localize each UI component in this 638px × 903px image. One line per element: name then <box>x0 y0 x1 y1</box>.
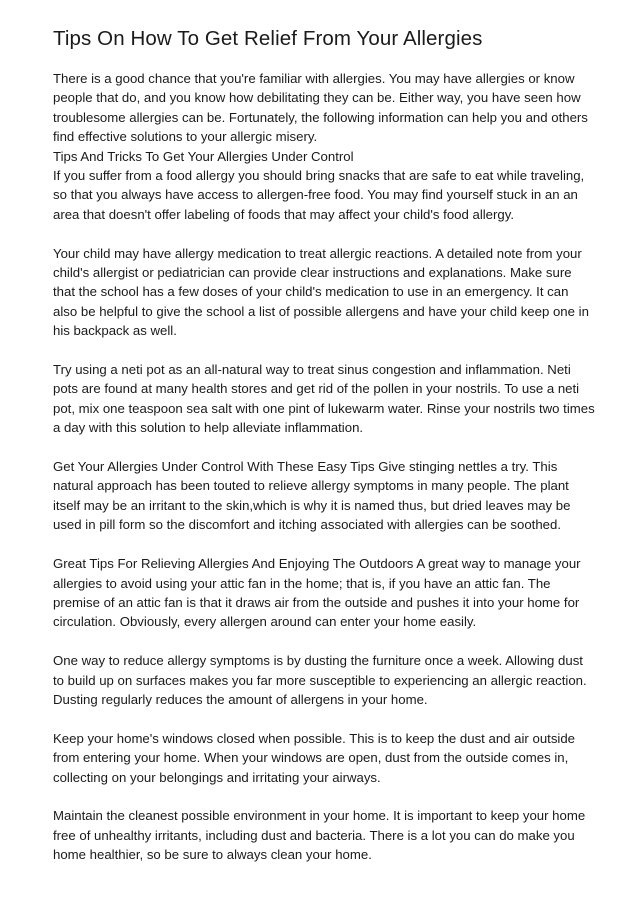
text-line: allergies to avoid using your attic fan in the home; that is, if you have an attic fan. The <box>53 575 551 591</box>
paragraph-clean-environment <box>53 806 588 864</box>
paragraph-spacer <box>53 787 588 806</box>
text-line: a day with this solution to help alleviate inflammation. <box>53 420 364 436</box>
paragraph-stinging-nettles <box>53 457 588 535</box>
paragraph-food-allergy <box>53 147 588 225</box>
text-line: natural approach has been touted to relieve allergy symptoms in many people. The plant <box>53 478 569 494</box>
paragraph-attic-fan <box>53 554 588 632</box>
text-line: people that do, and you know how debilitating they can be. Either way, you have seen how <box>53 90 581 106</box>
text-line: collecting on your belongings and irritating your airways. <box>53 769 381 785</box>
text-line: so that you always have access to allergen-free food. You may find yourself stuck in an an <box>53 187 578 203</box>
paragraph-neti-pot <box>53 360 595 438</box>
text-line: pot, mix one teaspoon sea salt with one pint of lukewarm water. Rinse your nostrils two times <box>53 400 595 416</box>
text-line: itself may be an irritant to the skin,which is why it is named thus, but dried leaves may be <box>53 497 571 513</box>
text-line: area that doesn't offer labeling of foods that may affect your child's food allergy. <box>53 206 515 222</box>
document-page <box>53 26 595 865</box>
paragraph-spacer <box>53 535 588 554</box>
text-line: circulation. Obviously, every allergen around can enter your home easily. <box>53 614 477 630</box>
text-line: free of unhealthy irritants, including dust and bacteria. There is a lot you can do make you <box>53 827 575 843</box>
text-line: Great Tips For Relieving Allergies And Enjoying The Outdoors A great way to manage your <box>53 556 581 572</box>
text-line: Maintain the cleanest possible environment in your home. It is important to keep your home <box>53 808 586 824</box>
text-line: his backpack as well. <box>53 323 177 339</box>
text-line: from entering your home. When your windows are open, dust from the outside comes in, <box>53 750 569 766</box>
text-line: Your child may have allergy medication to treat allergic reactions. A detailed note from your <box>53 245 582 261</box>
text-line: used in pill form so the discomfort and itching associated with allergies can be soothed. <box>53 517 561 533</box>
section-heading-line: Tips And Tricks To Get Your Allergies Under Control <box>53 148 354 164</box>
text-line: child's allergist or pediatrician can provide clear instructions and explanations. Make sure <box>53 265 572 281</box>
paragraph-spacer <box>53 224 588 243</box>
text-line: premise of an attic fan is that it draws air from the outside and pushes it into your home for <box>53 594 580 610</box>
text-line: Try using a neti pot as an all-natural way to treat sinus congestion and inflammation. Neti <box>53 362 571 378</box>
text-line: If you suffer from a food allergy you should bring snacks that are safe to eat while traveling, <box>53 168 585 184</box>
document-title: Tips On How To Get Relief From Your Allergies <box>53 27 483 50</box>
paragraph-intro <box>53 69 588 147</box>
text-line: to build up on surfaces makes you far more susceptible to experiencing an allergic reaction. <box>53 672 587 688</box>
text-line: troublesome allergies can be. Fortunately, the following information can help you and others <box>53 109 588 125</box>
text-line: home healthier, so be sure to always clean your home. <box>53 847 372 863</box>
paragraph-spacer <box>53 438 588 457</box>
paragraph-windows <box>53 729 588 787</box>
paragraph-child-medication <box>53 244 588 341</box>
text-line: that the school has a few doses of your child's medication to use in an emergency. It can <box>53 284 569 300</box>
paragraph-spacer <box>53 341 588 360</box>
paragraph-spacer <box>53 632 588 651</box>
paragraph-spacer <box>53 709 588 728</box>
text-line: find effective solutions to your allergic misery. <box>53 129 318 145</box>
text-line: pots are found at many health stores and get rid of the pollen in your nostrils. To use a neti <box>53 381 580 397</box>
text-line: Dusting regularly reduces the amount of allergens in your home. <box>53 691 428 707</box>
text-line: Get Your Allergies Under Control With These Easy Tips Give stinging nettles a try. This <box>53 459 558 475</box>
text-line: Keep your home's windows closed when possible. This is to keep the dust and air outside <box>53 730 576 746</box>
paragraph-dusting <box>53 651 588 709</box>
text-line: There is a good chance that you're familiar with allergies. You may have allergies or know <box>53 71 575 86</box>
text-line: One way to reduce allergy symptoms is by dusting the furniture once a week. Allowing dust <box>53 653 583 669</box>
text-line: also be helpful to give the school a list of possible allergens and have your child keep one in <box>53 303 589 319</box>
